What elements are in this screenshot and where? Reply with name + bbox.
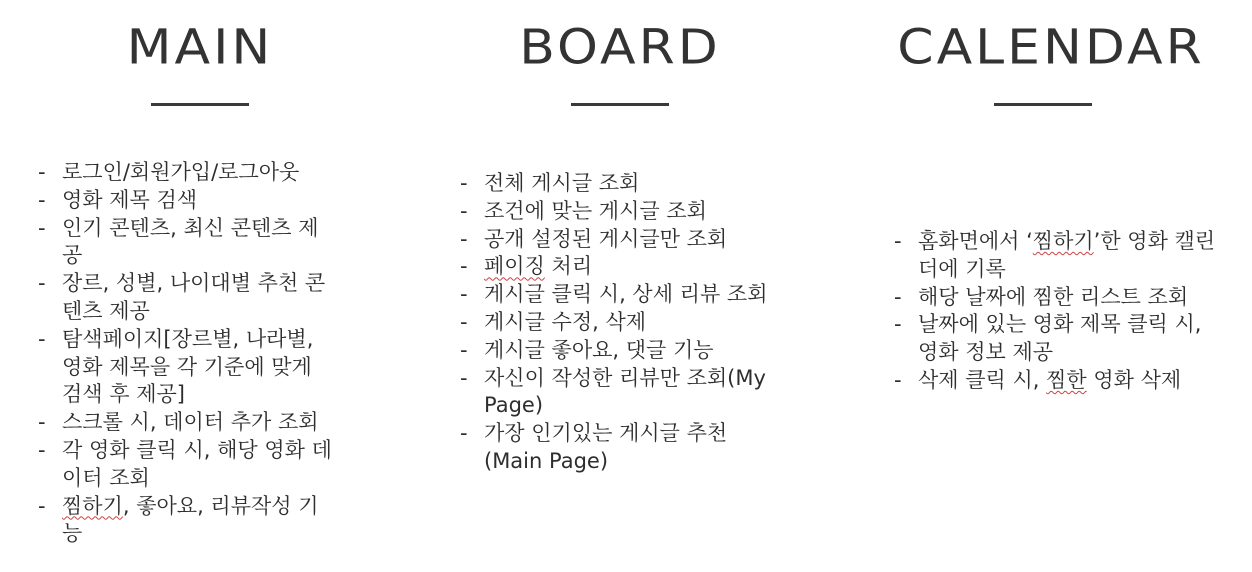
list-item-text: 탐색페이지[장르별, 나라별, 영화 제목을 각 기준에 맞게 검색 후 제공] bbox=[62, 326, 314, 407]
list-item: - 날짜에 있는 영화 제목 클릭 시, 영화 정보 제공 bbox=[894, 312, 1202, 365]
list-item: - 탐색페이지[장르별, 나라별, 영화 제목을 각 기준에 맞게 검색 후 제공] bbox=[38, 326, 314, 407]
list-item: - 공개 설정된 게시글만 조회 bbox=[460, 226, 728, 251]
list-item: - 게시글 좋아요, 댓글 기능 bbox=[460, 337, 714, 362]
list-item: - 스크롤 시, 데이터 추가 조회 bbox=[38, 410, 319, 435]
list-item-text: 자신이 작성한 리뷰만 조회(My Page) bbox=[484, 365, 766, 418]
list-item-text: 해당 날짜에 찜한 리스트 조회 bbox=[918, 284, 1189, 309]
list-item-text: 영화 제목 검색 bbox=[62, 187, 198, 212]
list-item: - 각 영화 클릭 시, 해당 영화 데이터 조회 bbox=[38, 437, 332, 490]
calendar-feature-list bbox=[892, 228, 1222, 395]
list-item-text-post: 처리 bbox=[544, 254, 593, 279]
list-item-text: 가장 인기있는 게시글 추천(Main Page) bbox=[484, 421, 728, 473]
main-heading: MAIN bbox=[126, 20, 274, 76]
calendar-column bbox=[850, 0, 1252, 572]
calendar-heading: CALENDAR bbox=[897, 20, 1205, 76]
list-item: - 페이징 처리 bbox=[460, 254, 593, 279]
list-item: - 삭제 클릭 시, 찜한 영화 삭제 bbox=[894, 367, 1182, 392]
board-feature-list bbox=[458, 170, 778, 476]
spellcheck-marked-word: 찜한 bbox=[1046, 367, 1087, 392]
list-item: - 게시글 클릭 시, 상세 리뷰 조회 bbox=[460, 282, 768, 307]
list-item-text: 조건에 맞는 게시글 조회 bbox=[484, 198, 707, 223]
main-heading-underline bbox=[151, 103, 249, 106]
list-item-text-pre: 삭제 클릭 시, bbox=[918, 367, 1047, 392]
list-item-text: 스크롤 시, 데이터 추가 조회 bbox=[62, 410, 319, 435]
list-item: - 자신이 작성한 리뷰만 조회(My Page) bbox=[460, 365, 766, 418]
board-column bbox=[420, 0, 820, 572]
list-item: - 전체 게시글 조회 bbox=[460, 171, 640, 195]
list-item-text-post: 영화 삭제 bbox=[1086, 367, 1182, 392]
list-item: - 해당 날짜에 찜한 리스트 조회 bbox=[894, 284, 1189, 309]
list-item: - 찜하기, 좋아요, 리뷰작성 기능 bbox=[38, 493, 319, 546]
list-item: - 영화 제목 검색 bbox=[38, 187, 198, 212]
list-item: - 게시글 수정, 삭제 bbox=[460, 309, 647, 334]
list-item-text: 로그인/회원가입/로그아웃 bbox=[62, 160, 300, 184]
list-item-text: 인기 콘텐츠, 최신 콘텐츠 제공 bbox=[62, 215, 319, 268]
main-feature-list bbox=[36, 159, 336, 548]
list-item-text-pre: 홈화면에서 ‘ bbox=[918, 229, 1033, 253]
list-item-text: 각 영화 클릭 시, 해당 영화 데이터 조회 bbox=[62, 437, 332, 490]
spellcheck-marked-word: 찜하기 bbox=[1032, 229, 1094, 253]
list-item-text: 전체 게시글 조회 bbox=[484, 171, 640, 195]
list-item-text: 공개 설정된 게시글만 조회 bbox=[484, 226, 728, 251]
main-column bbox=[0, 0, 400, 572]
list-item-text: 게시글 클릭 시, 상세 리뷰 조회 bbox=[484, 282, 768, 307]
spellcheck-marked-word: 찜하기 bbox=[62, 493, 123, 518]
list-item-text-post: , 좋아요, 리뷰작성 기능 bbox=[62, 493, 319, 546]
list-item: - 가장 인기있는 게시글 추천(Main Page) bbox=[460, 421, 728, 473]
board-heading-underline bbox=[571, 103, 669, 106]
list-item-text: 게시글 수정, 삭제 bbox=[484, 309, 647, 334]
list-item-text: 게시글 좋아요, 댓글 기능 bbox=[484, 337, 714, 362]
list-item-text-post: ’한 영화 캘린더에 기록 bbox=[918, 229, 1216, 281]
list-item-text: 장르, 성별, 나이대별 추천 콘텐츠 제공 bbox=[62, 271, 326, 323]
list-item-text: 날짜에 있는 영화 제목 클릭 시, 영화 정보 제공 bbox=[918, 312, 1202, 365]
list-item: - 로그인/회원가입/로그아웃 bbox=[38, 160, 300, 184]
list-item: - 홈화면에서 ‘찜하기’한 영화 캘린더에 기록 bbox=[894, 229, 1216, 281]
list-item: - 조건에 맞는 게시글 조회 bbox=[460, 198, 707, 223]
list-item: - 장르, 성별, 나이대별 추천 콘텐츠 제공 bbox=[38, 271, 326, 323]
list-item: - 인기 콘텐츠, 최신 콘텐츠 제공 bbox=[38, 215, 319, 268]
calendar-heading-underline bbox=[994, 103, 1092, 106]
board-heading: BOARD bbox=[519, 20, 721, 76]
spellcheck-marked-word: 페이징 bbox=[484, 254, 545, 279]
